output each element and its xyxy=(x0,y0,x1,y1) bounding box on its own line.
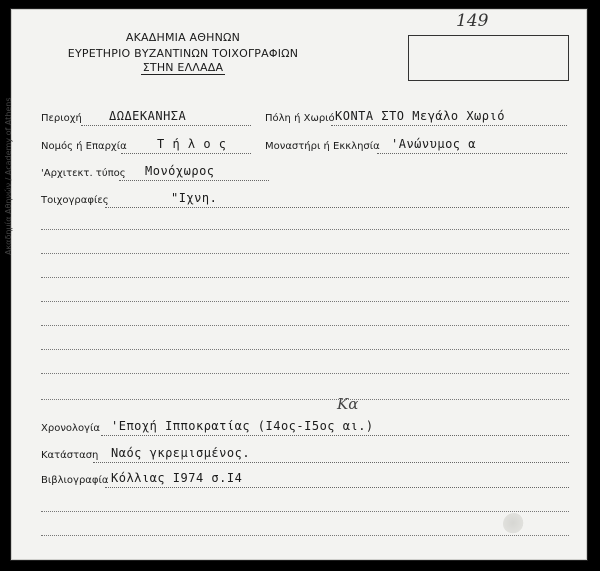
blank-line xyxy=(41,511,569,512)
biblio-value: Κόλλιας Ι974 σ.Ι4 xyxy=(111,471,243,485)
arxit-value: Μονόχωρος xyxy=(145,164,215,178)
xrono-value: 'Εποχή Ιπποκρατίας (Ι4ος-Ι5ος αι.) xyxy=(111,419,374,433)
biblio-label: Βιβλιογραφία xyxy=(41,475,109,486)
handwritten-annotation: Κα xyxy=(337,395,359,413)
header-line-1: ΑΚΑΔΗΜΙΑ ΑΘΗΝΩΝ xyxy=(125,31,241,44)
blank-line xyxy=(41,399,569,400)
arxit-label: 'Αρχιτεκτ. τύπος xyxy=(41,168,126,179)
header-line-3: ΣΤΗΝ ΕΛΛΑΔΑ xyxy=(142,61,224,74)
blank-line xyxy=(41,277,569,278)
reference-box xyxy=(408,35,569,81)
xrono-label: Χρονολογία xyxy=(41,423,100,434)
page-number: 149 xyxy=(456,11,489,31)
katast-dots xyxy=(93,462,569,463)
poli-label: Πόλη ή Χωριό xyxy=(265,113,335,124)
moni-value: 'Ανώνυμος α xyxy=(391,137,476,151)
moni-label: Μοναστήρι ή Εκκλησία xyxy=(265,141,380,152)
biblio-dots xyxy=(105,487,569,488)
blank-line xyxy=(41,229,569,230)
blank-line xyxy=(41,253,569,254)
nomos-label: Νομός ή Επαρχία xyxy=(41,141,127,152)
perioxi-value: ΔΩΔΕΚΑΝΗΣΑ xyxy=(109,109,187,123)
perioxi-label: Περιοχή xyxy=(41,113,82,124)
katast-value: Ναός γκρεμισμένος. xyxy=(111,446,251,460)
blank-line xyxy=(41,373,569,374)
blank-line xyxy=(41,535,569,536)
nomos-value: Τ ή λ ο ς xyxy=(157,137,227,151)
poli-value: ΚΟΝΤΑ ΣΤΟ Μεγάλο Χωριό xyxy=(335,109,505,123)
arxit-dots xyxy=(119,180,269,181)
side-watermark: Ακαδημία Αθηνών / Academy of Athens xyxy=(4,97,13,255)
blank-line xyxy=(41,301,569,302)
poli-dots xyxy=(331,125,567,126)
watermark-stamp xyxy=(503,513,525,535)
nomos-dots xyxy=(121,153,251,154)
perioxi-dots xyxy=(81,125,251,126)
moni-dots xyxy=(377,153,567,154)
blank-line xyxy=(41,325,569,326)
index-card xyxy=(10,8,588,561)
katast-label: Κατάσταση xyxy=(41,450,99,461)
toixo-label: Τοιχογραφίες xyxy=(41,195,109,206)
toixo-dots xyxy=(105,207,569,208)
xrono-dots xyxy=(101,435,569,436)
toixo-value: "Ιχνη. xyxy=(171,191,218,205)
blank-line xyxy=(41,349,569,350)
header-line-2: ΕΥΡΕΤΗΡΙΟ ΒΥΖΑΝΤΙΝΩΝ ΤΟΙΧΟΓΡΑΦΙΩΝ xyxy=(67,47,299,60)
